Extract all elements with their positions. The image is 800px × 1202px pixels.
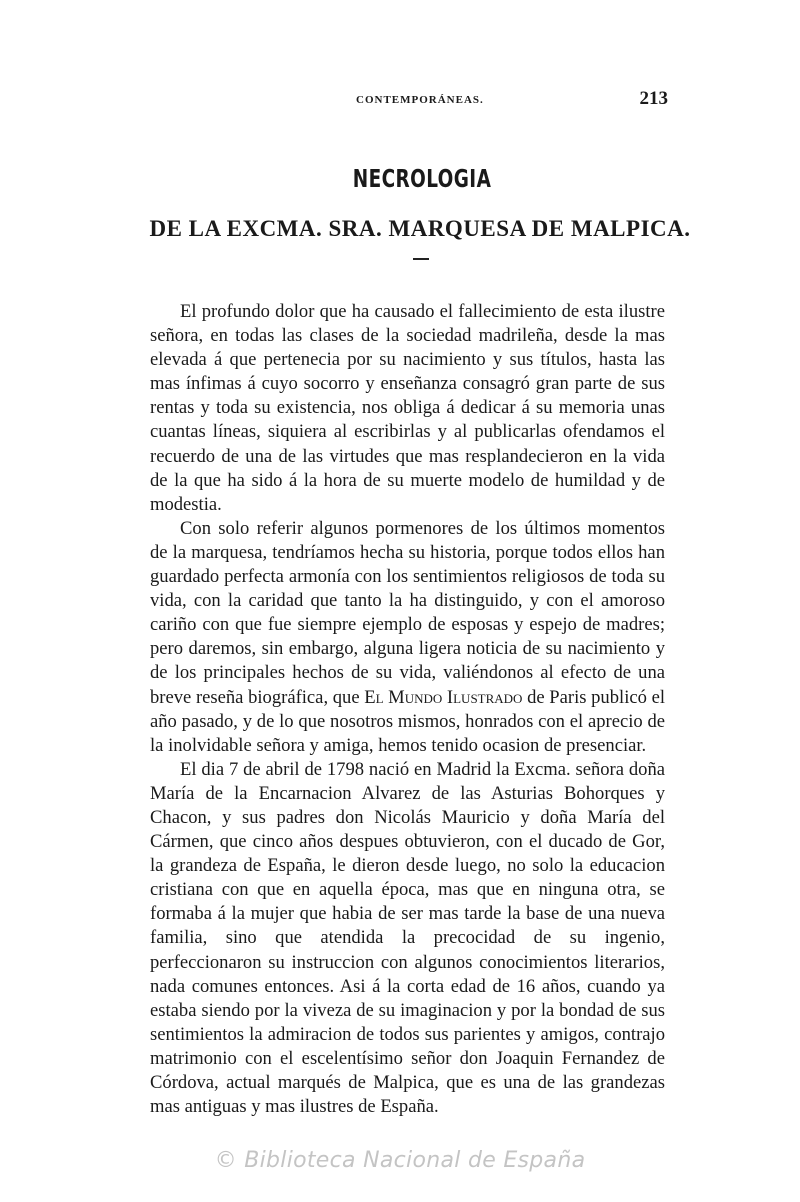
- paragraph-2-after: de Paris publicó el año pasado, y de lo que nosotros mismos, honrados con el aprecio de la inolvidable señora y amiga, hemos tenido ocasion de presenciar.: [150, 686, 665, 756]
- article-subtitle-text: DE LA EXCMA. SRA. MARQUESA DE MALPICA.: [149, 216, 691, 241]
- paragraph-3: El dia 7 de abril de 1798 nació en Madrid la Excma. señora doña María de la Encarnacion Alvarez de las Asturias Bohorques y Chacon, y sus padres don Nicolás Mauricio y doña María del Cármen, que cinco años despues obtuvieron, con el ducado de Gor, la grandeza de España, le dieron desde luego, no solo la educacion cristiana con que en aquella época, mas que en ninguna otra, se formaba á la mujer que habia de ser mas tarde la base de una nueva familia, sino que atendida la precocidad de su ingenio, perfeccionaron su instruccion con algunos conocimientos literarios, nada comunes entonces. Asi á la corta edad de 16 años, cuando ya estaba siendo por la viveza de su imaginacion y por la bondad de sus sentimientos la admiracion de todos sus parientes y amigos, contrajo matrimonio con el escelentísimo señor don Joaquin Fernandez de Córdova, actual marqués de Malpica, que es una de las grandezas mas antiguas y mas ilustres de España.: [150, 758, 665, 1118]
- running-header: [150, 88, 670, 118]
- title-divider: [413, 258, 429, 260]
- paragraph-1: El profundo dolor que ha causado el fallecimiento de esta ilustre señora, en todas las clases de la sociedad madrileña, desde la mas elevada á que pertenecia por su nacimiento y sus títulos, hasta las mas ínfimas á cuyo socorro y enseñanza consagró gran parte de sus rentas y toda su existencia, nos obliga á dedicar á su memoria unas cuantas líneas, siquiera al escribirlas y al publicarlas ofendamos el recuerdo de una de las virtudes que mas resplandecieron en la vida de la que ha sido á la hora de su muerte modelo de humildad y de modestia.: [150, 301, 665, 515]
- page-number: 213: [639, 88, 668, 109]
- publication-name: El Mundo Ilustrado: [364, 686, 523, 708]
- library-watermark: © Biblioteca Nacional de España: [214, 1148, 586, 1173]
- running-title: CONTEMPORÁNEAS.: [356, 94, 484, 106]
- paragraph-2-before: Con solo referir algunos pormenores de los últimos momentos de la marquesa, tendríamos hecha su historia, porque todos ellos han guardado perfecta armonía con los sentimientos religiosos de toda su vida, con la caridad que tanto la ha distinguido, y con el amoroso cariño con que fue siempre ejemplo de esposas y espejo de madres; pero daremos, sin embargo, alguna ligera noticia de su nacimiento y de los principales hechos de su vida, valiéndonos al efecto de una breve reseña biográfica, que: [150, 517, 665, 708]
- article-subtitle: [0, 216, 800, 242]
- article-title-text: NECROLOGIA: [352, 164, 492, 193]
- paragraph-2: [150, 517, 665, 758]
- article-title: [76, 164, 732, 193]
- article-body: [150, 300, 665, 1119]
